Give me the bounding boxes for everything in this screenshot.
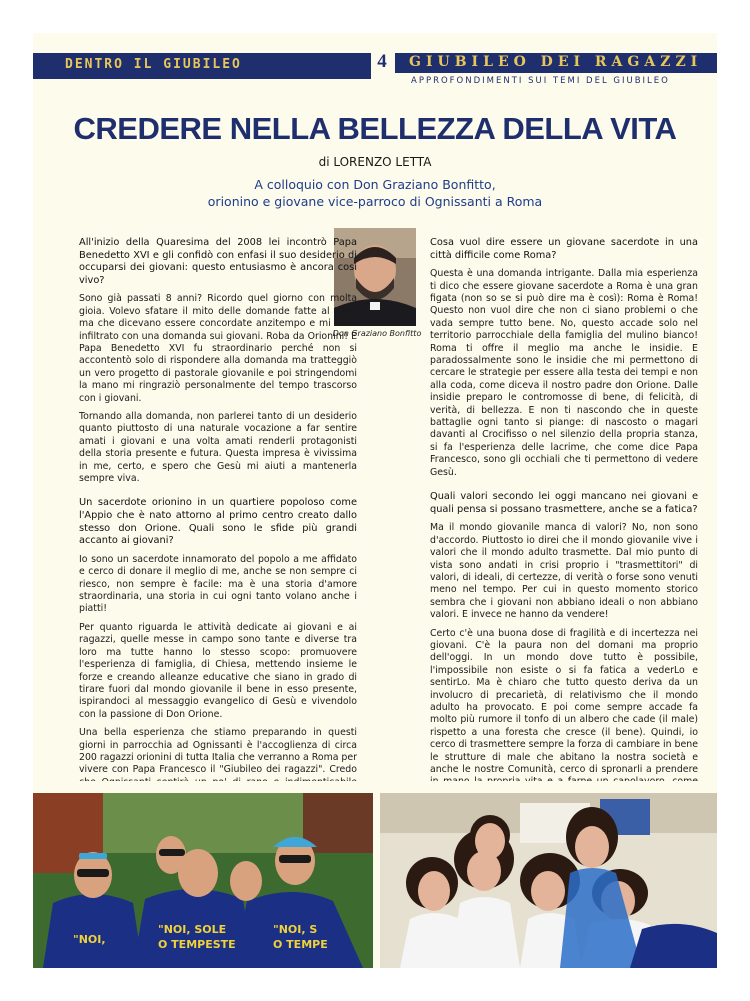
- section-right-label: GIUBILEO DEI RAGAZZI: [409, 54, 703, 70]
- answer-paragraph: Per quanto riguarda le attività dedicate ai giovani e ai ragazzi, quelle messe in campo sono tante e diverse tra loro ma tutte hanno lo stesso scopo: promuovere l'esperienza di famiglia, di Chiesa, mettendo insieme le forze e creando alleanze educative che siano in grado di tirare fuori dal mondo giovanile il bene in esso presente, ispirandoci al messaggio evangelico di Gesù e vivendolo con la passione di Don Orione.: [79, 621, 357, 720]
- article-title: CREDERE NELLA BELLEZZA DELLA VITA: [73, 111, 677, 146]
- page-number: 4: [377, 51, 387, 72]
- article-intro: [143, 176, 607, 210]
- section-left-label: DENTRO IL GIUBILEO: [65, 57, 242, 72]
- question-3: Cosa vuol dire essere un giovane sacerdote in una città difficile come Roma?: [430, 237, 698, 261]
- svg-text:O TEMPE: O TEMPE: [273, 938, 328, 951]
- magazine-page: [33, 33, 717, 968]
- answer-paragraph: Questa è una domanda intrigante. Dalla mia esperienza ti dico che essere giovane sacerdote a Roma è una gran figata (non so se si può dire ma è così): Roma è Roma! Questo non vuol dire che non ci siano problemi o che vada sempre tutto bene. No, questo accade solo nel territorio parrocchiale della famiglia del mulino bianco! Roma ti offre il meglio ma anche le insidie. E paradossalmente sono le insidie che mi permettono di cercare le strategie per essere alla testa dei tempi e non alla coda, come diceva il nostro padre don Orione. Dalle insidie preparo le contromosse di bene, di felicità, di verità, di bellezza. E non ti nascondo che in queste battaglie ogni tanto si piange: di nascosto o magari davanti al Crocifisso o nel silenzio della propria stanza, si fa l'esperienza delle lacrime, che come dice Papa Francesco, sono gli occhiali che ti permettono di vedere Gesù.: [430, 268, 698, 478]
- group-photo-girls: [380, 793, 717, 968]
- intro-line-2: orionino e giovane vice-parroco di Ognissanti a Roma: [207, 194, 543, 209]
- intro-line-1: A colloquio con Don Graziano Bonfitto,: [254, 177, 496, 192]
- svg-text:"NOI, SOLE: "NOI, SOLE: [158, 923, 227, 936]
- svg-text:"NOI, S: "NOI, S: [273, 923, 318, 936]
- answer-paragraph: Tornando alla domanda, non parlerei tanto di un desiderio quanto piuttosto di una naturale vocazione a far sentire amati i giovani e una volta amati renderli protagonisti della storia presente e futura. Questa impresa è vivissima in me, certo, e spero che Gesù mi aiuti a mantenerla sempre viva.: [79, 411, 357, 485]
- portrait-caption: Don Graziano Bonfitto: [332, 329, 422, 338]
- question-4: Quali valori secondo lei oggi mancano nei giovani e quali pensa si possano trasmettere, anche se a fatica?: [430, 491, 698, 515]
- header-left-band: [33, 53, 371, 79]
- header-right-band: [395, 53, 717, 73]
- question-1: All'inizio della Quaresima del 2008 lei incontrò Papa Benedetto XVI e gli confidò con enfasi il suo desiderio di occuparsi dei giovani: questo entusiasmo è ancora così vivo?: [79, 237, 357, 286]
- answer-paragraph: Io sono un sacerdote innamorato del popolo a me affidato e cerco di donare il meglio di me, anche se non sempre ci riesco, non sempre è facile: ma è una storia d'amore straordinaria, una storia in cui ogni tanto volano anche i piatti!: [79, 553, 357, 615]
- left-column: [79, 237, 357, 808]
- header-subtitle: APPROFONDIMENTI SUI TEMI DEL GIUBILEO: [411, 76, 670, 86]
- answer-paragraph: Una bella esperienza che stiamo preparando in questi giorni in parrocchia ad Ognissanti è l'accoglienza di circa 200 ragazzi orionini di tutta Italia che verranno a Roma per vivere con Papa Francesco il "Giubileo dei ragazzi". Credo: [79, 727, 357, 776]
- svg-text:O TEMPESTE: O TEMPESTE: [158, 938, 236, 951]
- answer-paragraph: Certo c'è una buona dose di fragilità e di incertezza nei giovani. C'è la paura non del domani ma proprio dell'oggi. In un mondo dove tutto è possibile, l'impossibile non esiste o si fa fatica a vederLo e sentirLo. Ma è chiaro che tutto questo deriva da un involucro di precarietà, di relativismo che il mondo adulto ha provocato. E poi come sempre accade fa molto più rumore il tonfo di un albero che cade (il male) rispetto a una foresta che cresce (il bene). Quindi, io cerco di trasmettere sempre la forza di cambiare in bene le strutture di male che abitano la nostra società e anche le nostre Comunità, cerco di spronarli a prendere: [430, 627, 698, 775]
- answer-paragraph: Sono già passati 8 anni? Ricordo quel giorno con molta gioia. Volevo sfatare il mito delle domande fatte al Papa ma che dicevano essere concordate anzitempo e mi sono infiltrato con una domanda sui giovani. Roba da Orionini! E Papa Benedetto XVI fu straordinario perché non si accontentò solo di rispondere alla domanda ma tratteggiò un vero progetto di pastorale giovanile e poi stringendomi la mano mi ringraziò personalmente del tempo trascorso con i giovani.: [79, 293, 357, 404]
- right-column: [430, 237, 698, 807]
- answer-paragraph: Ma il mondo giovanile manca di valori? No, non sono d'accordo. Piuttosto io direi che il mondo giovanile vive i valori che il mondo adulto trasmette. Dal mio punto di vista sono andati in crisi proprio i "trasmettitori" di valori, di ideali, di certezze, di verità o forse sono venuti meno nel tempo. Per cui in questo momento storico sembra che i giovani non abbiano ideali o non abbiano valori. E invece ne hanno da vendere!: [430, 522, 698, 621]
- question-2: Un sacerdote orionino in un quartiere popoloso come l'Appio che è nato attorno al primo centro creato dallo stesso don Orione. Quali sono le sfide più grandi accanto ai giovani?: [79, 497, 357, 547]
- svg-text:"NOI,: "NOI,: [73, 933, 106, 946]
- group-photo-boys: [33, 793, 373, 968]
- article-byline: di LORENZO LETTA: [318, 155, 432, 169]
